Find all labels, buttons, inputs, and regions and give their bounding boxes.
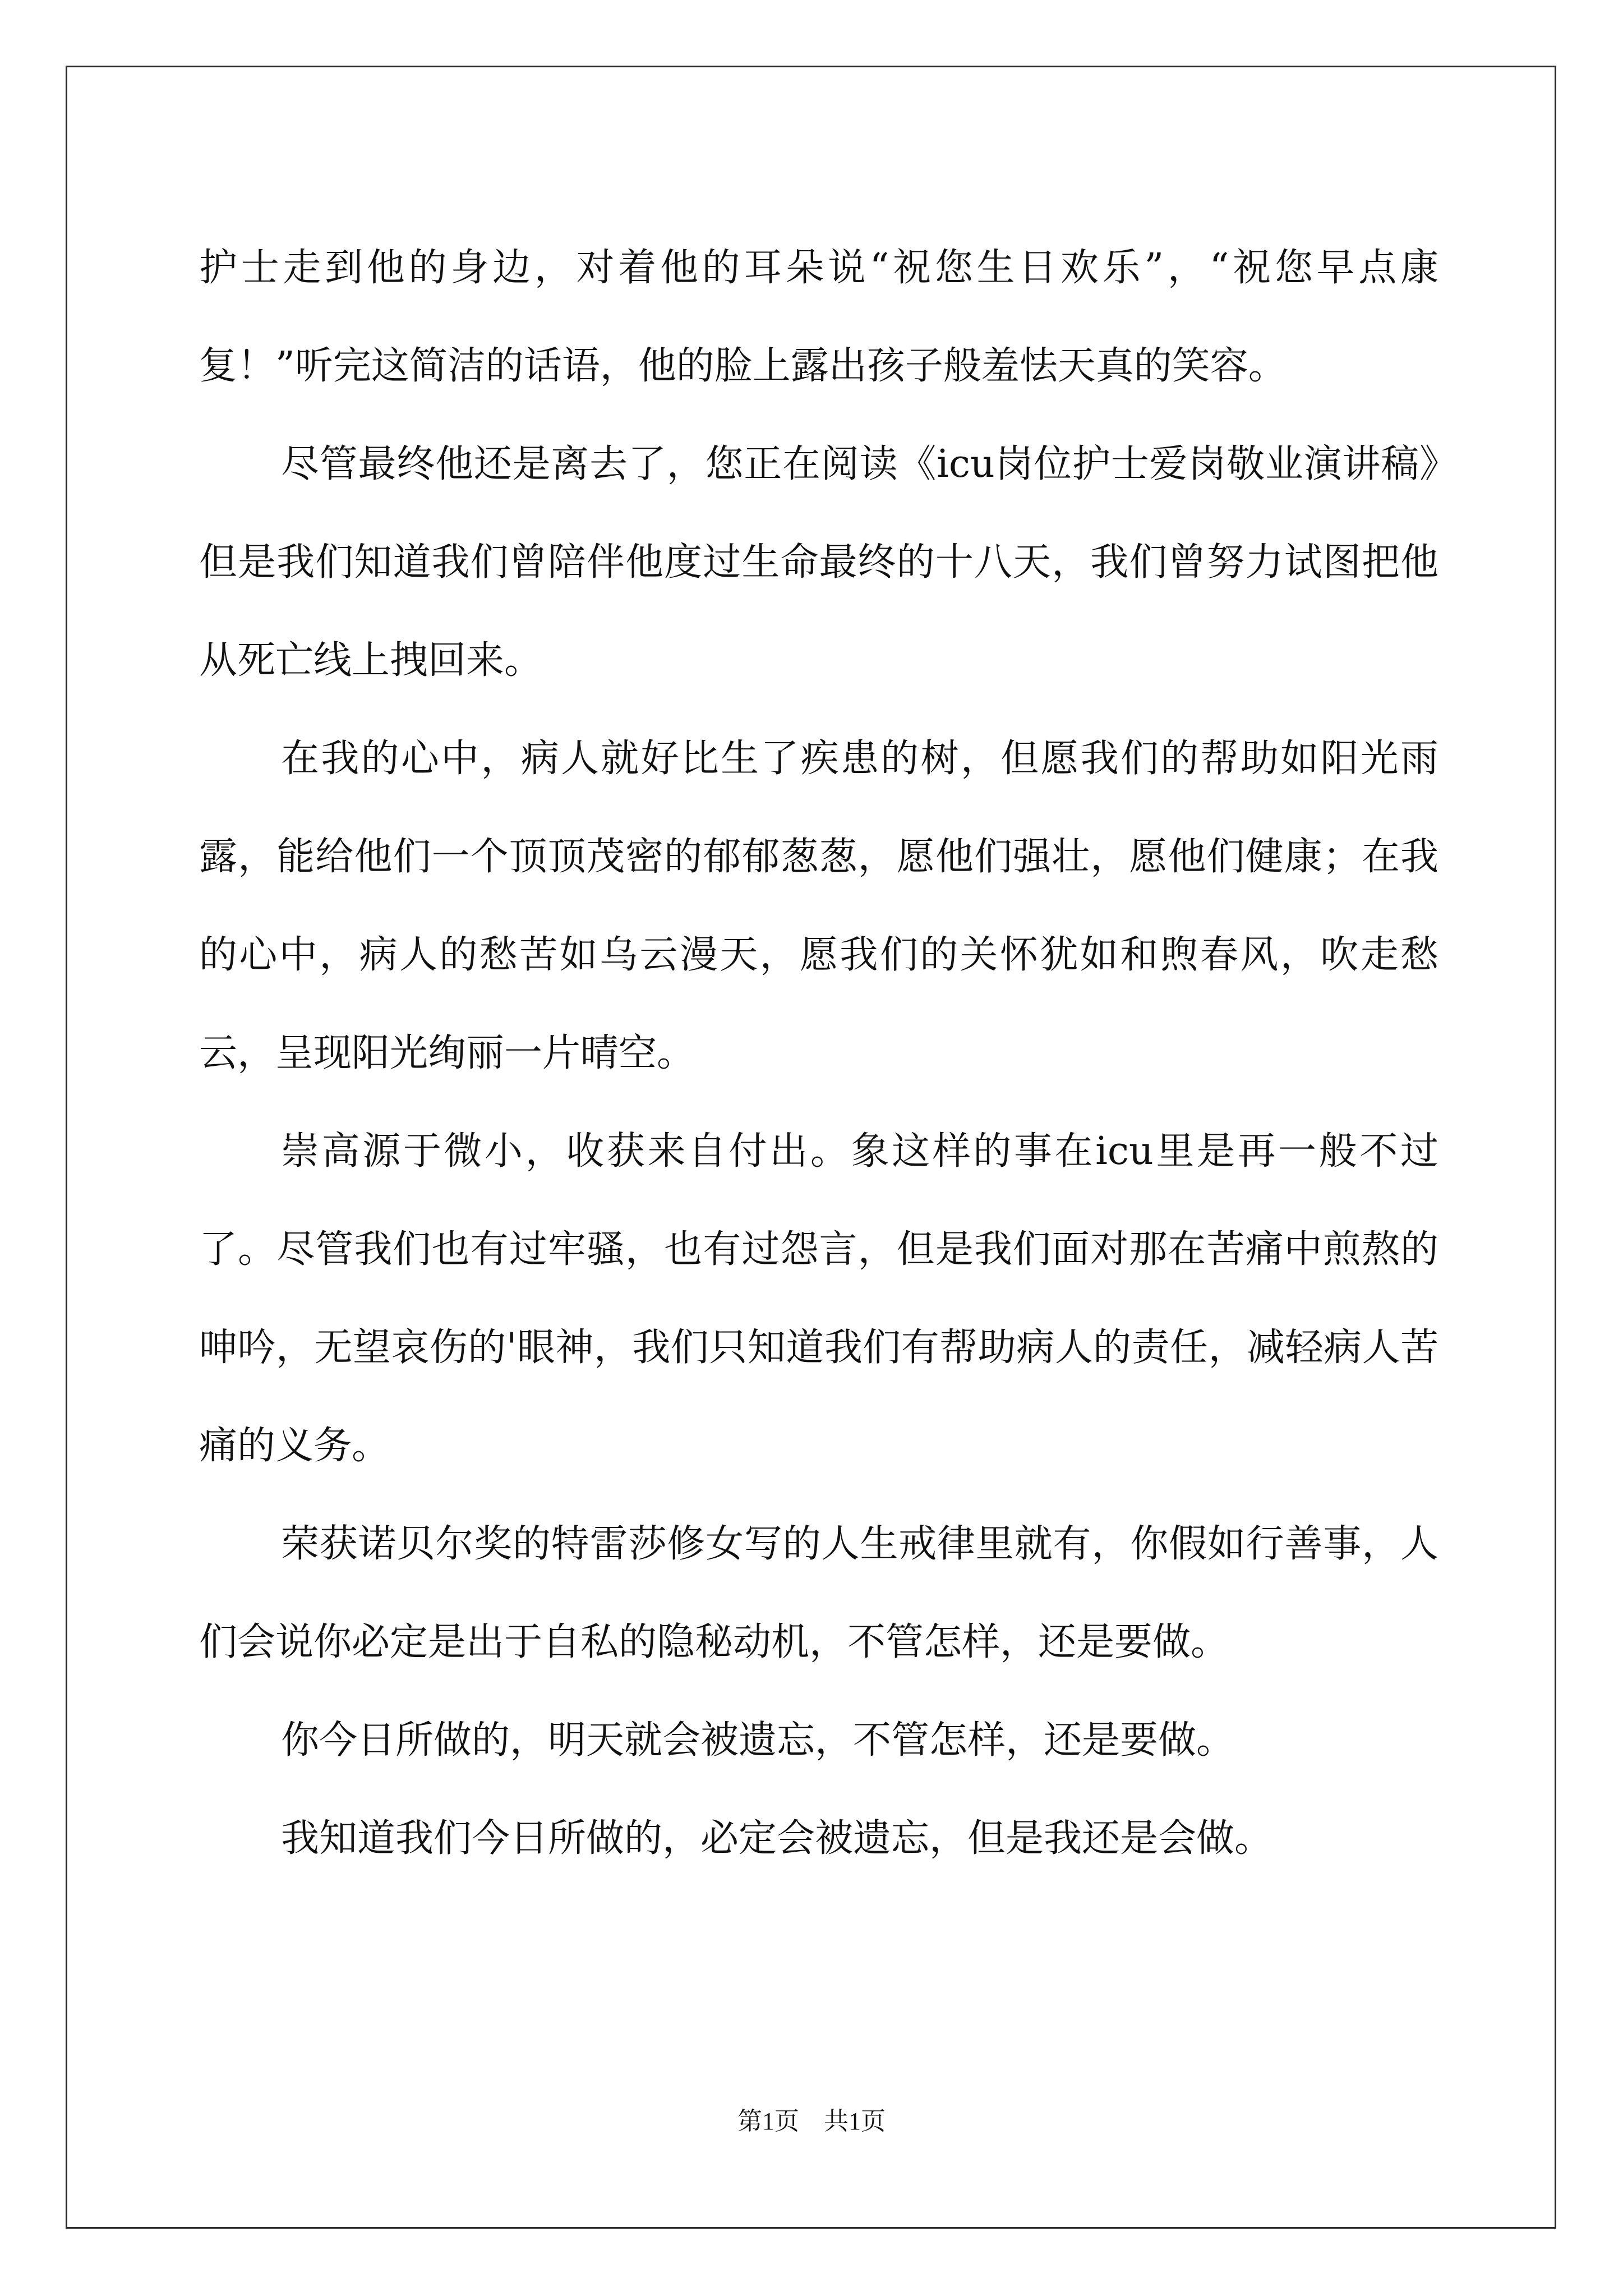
page-number: 第1页 共1页 [737, 2108, 886, 2135]
paragraph: 在我的心中，病人就好比生了疾患的树，但愿我们的帮助如阳光雨露，能给他们一个顶顶茂密的郁郁葱葱，愿他们强壮，愿他们健康；在我的心中，病人的愁苦如乌云漫天，愿我们的关怀犹如和煦春风，吹走愁云，呈现阳光绚丽一片晴空。 [199, 737, 1438, 1075]
paragraph: 你今日所做的，明天就会被遗忘，不管怎样，还是要做。 [281, 1718, 1235, 1763]
paragraph: 尽管最终他还是离去了，您正在阅读《icu岗位护士爱岗敬业演讲稿》但是我们知道我们曾陪伴他度过生命最终的十八天，我们曾努力试图把他从死亡线上拽回来。 [199, 442, 1438, 683]
paragraph: 我知道我们今日所做的，必定会被遗忘，但是我还是会做。 [281, 1816, 1273, 1861]
paragraph: 护士走到他的身边，对着他的耳朵说“祝您生日欢乐”，“祝您早点康复！”听完这简洁的话语，他的脸上露出孩子般羞怯天真的笑容。 [199, 246, 1438, 388]
paragraph: 崇高源于微小，收获来自付出。象这样的事在icu里是再一般不过了。尽管我们也有过牢骚，也有过怨言，但是我们面对那在苦痛中煎熬的呻吟，无望哀伤的'眼神，我们只知道我们有帮助病人的责任，减轻病人苦痛的义务。 [199, 1129, 1438, 1468]
document-body [199, 219, 1438, 1888]
paragraph: 荣获诺贝尔奖的特雷莎修女写的人生戒律里就有，你假如行善事，人们会说你必定是出于自私的隐秘动机，不管怎样，还是要做。 [199, 1522, 1438, 1664]
